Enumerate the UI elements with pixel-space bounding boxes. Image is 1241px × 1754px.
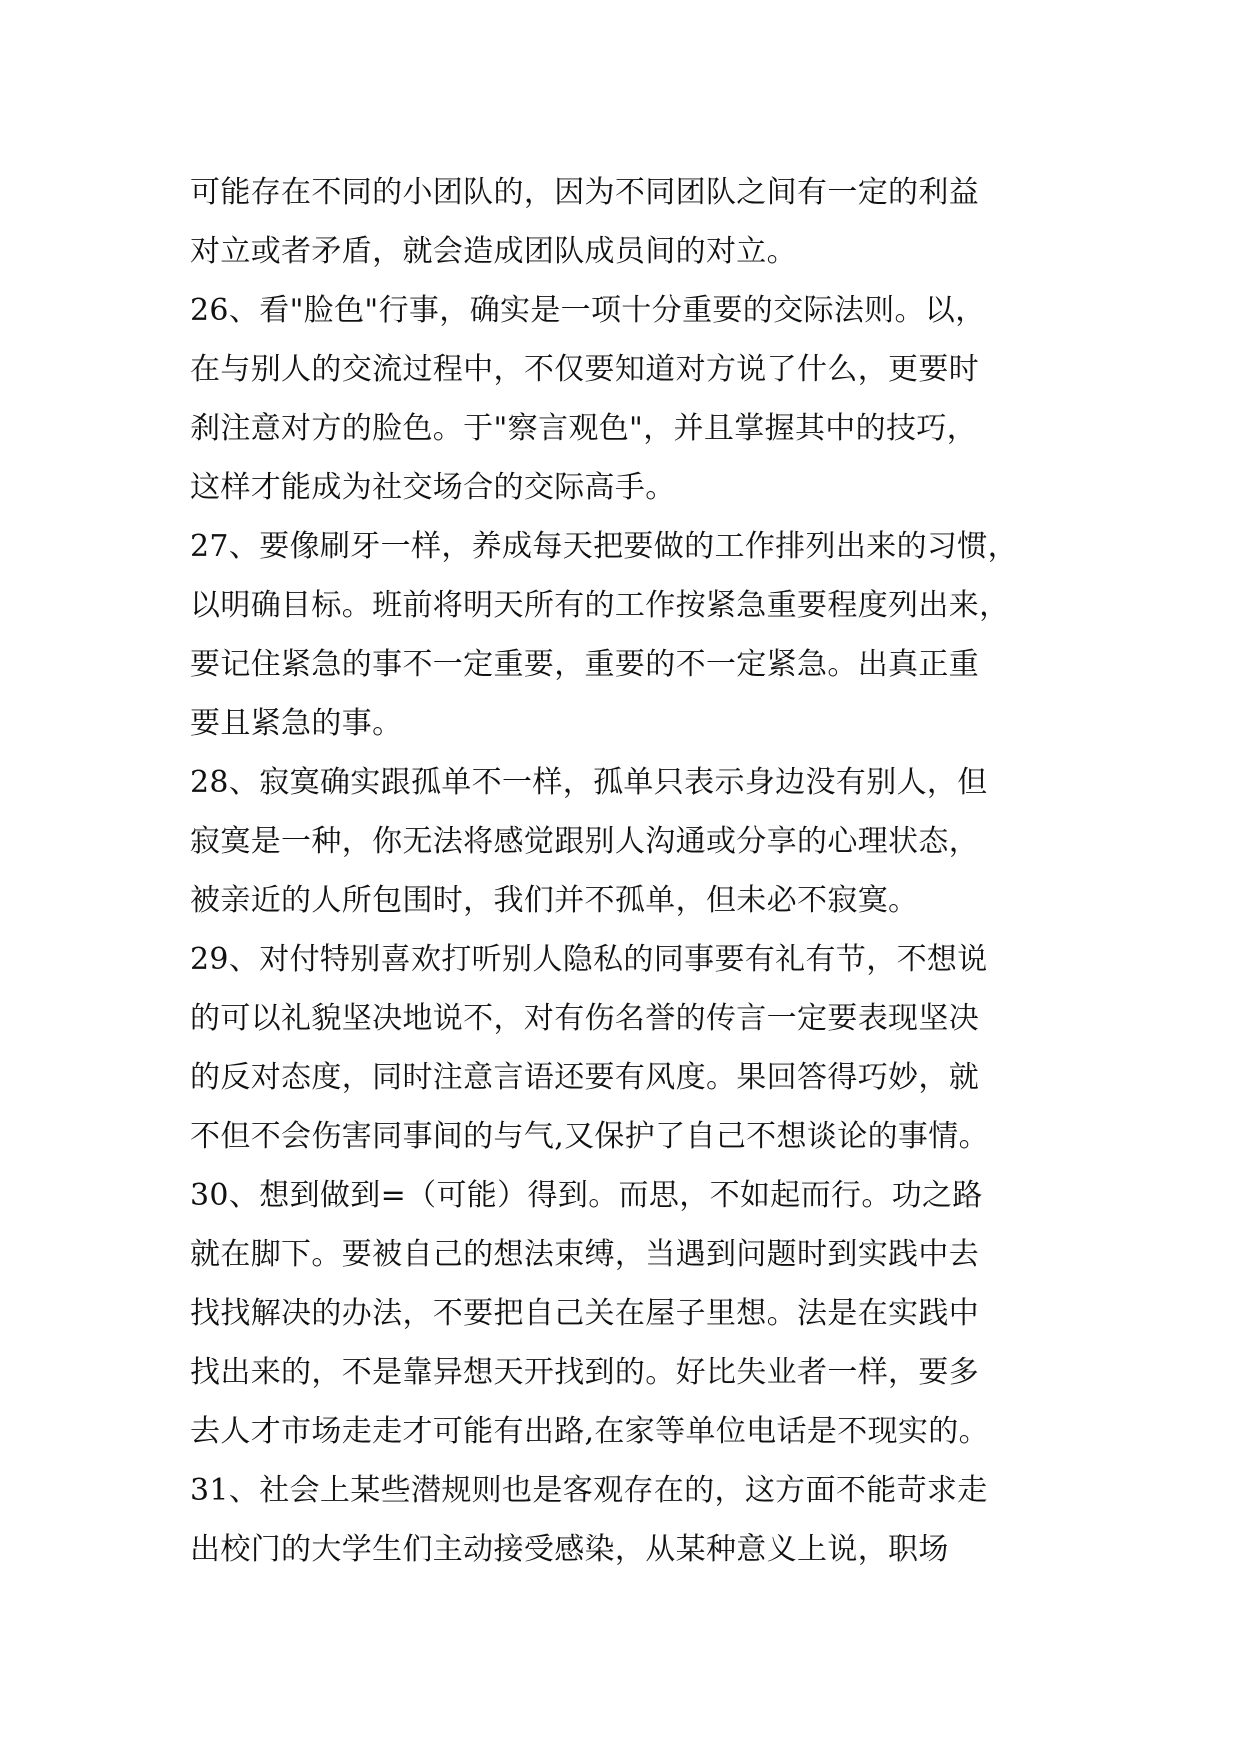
text-line: 找出来的，不是靠异想天开找到的。好比失业者一样，要多 [190, 1355, 980, 1390]
text-line: 找找解决的办法，不要把自己关在屋子里想。法是在实践中 [190, 1296, 980, 1331]
text-line: 可能存在不同的小团队的，因为不同团队之间有一定的利益 [190, 175, 980, 210]
text-line: 31、社会上某些潜规则也是客观存在的，这方面不能苛求走 [190, 1473, 988, 1508]
text-line: 刹注意对方的脸色。于"察言观色"，并且掌握其中的技巧， [190, 411, 978, 446]
text-line: 要且紧急的事。 [190, 706, 403, 741]
text-line: 要记住紧急的事不一定重要，重要的不一定紧急。出真正重 [190, 647, 980, 682]
text-line: 的可以礼貌坚决地说不，对有伤名誉的传言一定要表现坚决 [190, 1001, 980, 1036]
body-text [190, 163, 1080, 1579]
text-line: 被亲近的人所包围时，我们并不孤单，但未必不寂寞。 [190, 883, 919, 918]
text-line: 这样才能成为社交场合的交际高手。 [190, 470, 676, 505]
text-line: 以明确目标。班前将明天所有的工作按紧急重要程度列出来， [190, 588, 1010, 623]
text-line: 寂寞是一种，你无法将感觉跟别人沟通或分享的心理状态， [190, 824, 980, 859]
text-line: 对立或者矛盾，就会造成团队成员间的对立。 [190, 234, 797, 269]
text-line: 28、寂寞确实跟孤单不一样，孤单只表示身边没有别人，但 [190, 765, 988, 800]
text-line: 去人才市场走走才可能有出路,在家等单位电话是不现实的。 [190, 1414, 989, 1449]
text-line: 就在脚下。要被自己的想法束缚，当遇到问题时到实践中去 [190, 1237, 980, 1272]
text-line: 30、想到做到=（可能）得到。而思，不如起而行。功之路 [190, 1178, 983, 1213]
text-line: 29、对付特别喜欢打听别人隐私的同事要有礼有节，不想说 [190, 942, 988, 977]
text-line: 的反对态度，同时注意言语还要有风度。果回答得巧妙，就 [190, 1060, 980, 1095]
text-line: 在与别人的交流过程中，不仅要知道对方说了什么，更要时 [190, 352, 980, 387]
text-line: 不但不会伤害同事间的与气,又保护了自己不想谈论的事情。 [190, 1119, 989, 1154]
text-line: 27、要像刷牙一样，养成每天把要做的工作排列出来的习惯， [190, 529, 1018, 564]
text-line: 出校门的大学生们主动接受感染，从某种意义上说，职场 [190, 1532, 949, 1567]
text-line: 26、看"脸色"行事，确实是一项十分重要的交际法则。以， [190, 293, 986, 328]
